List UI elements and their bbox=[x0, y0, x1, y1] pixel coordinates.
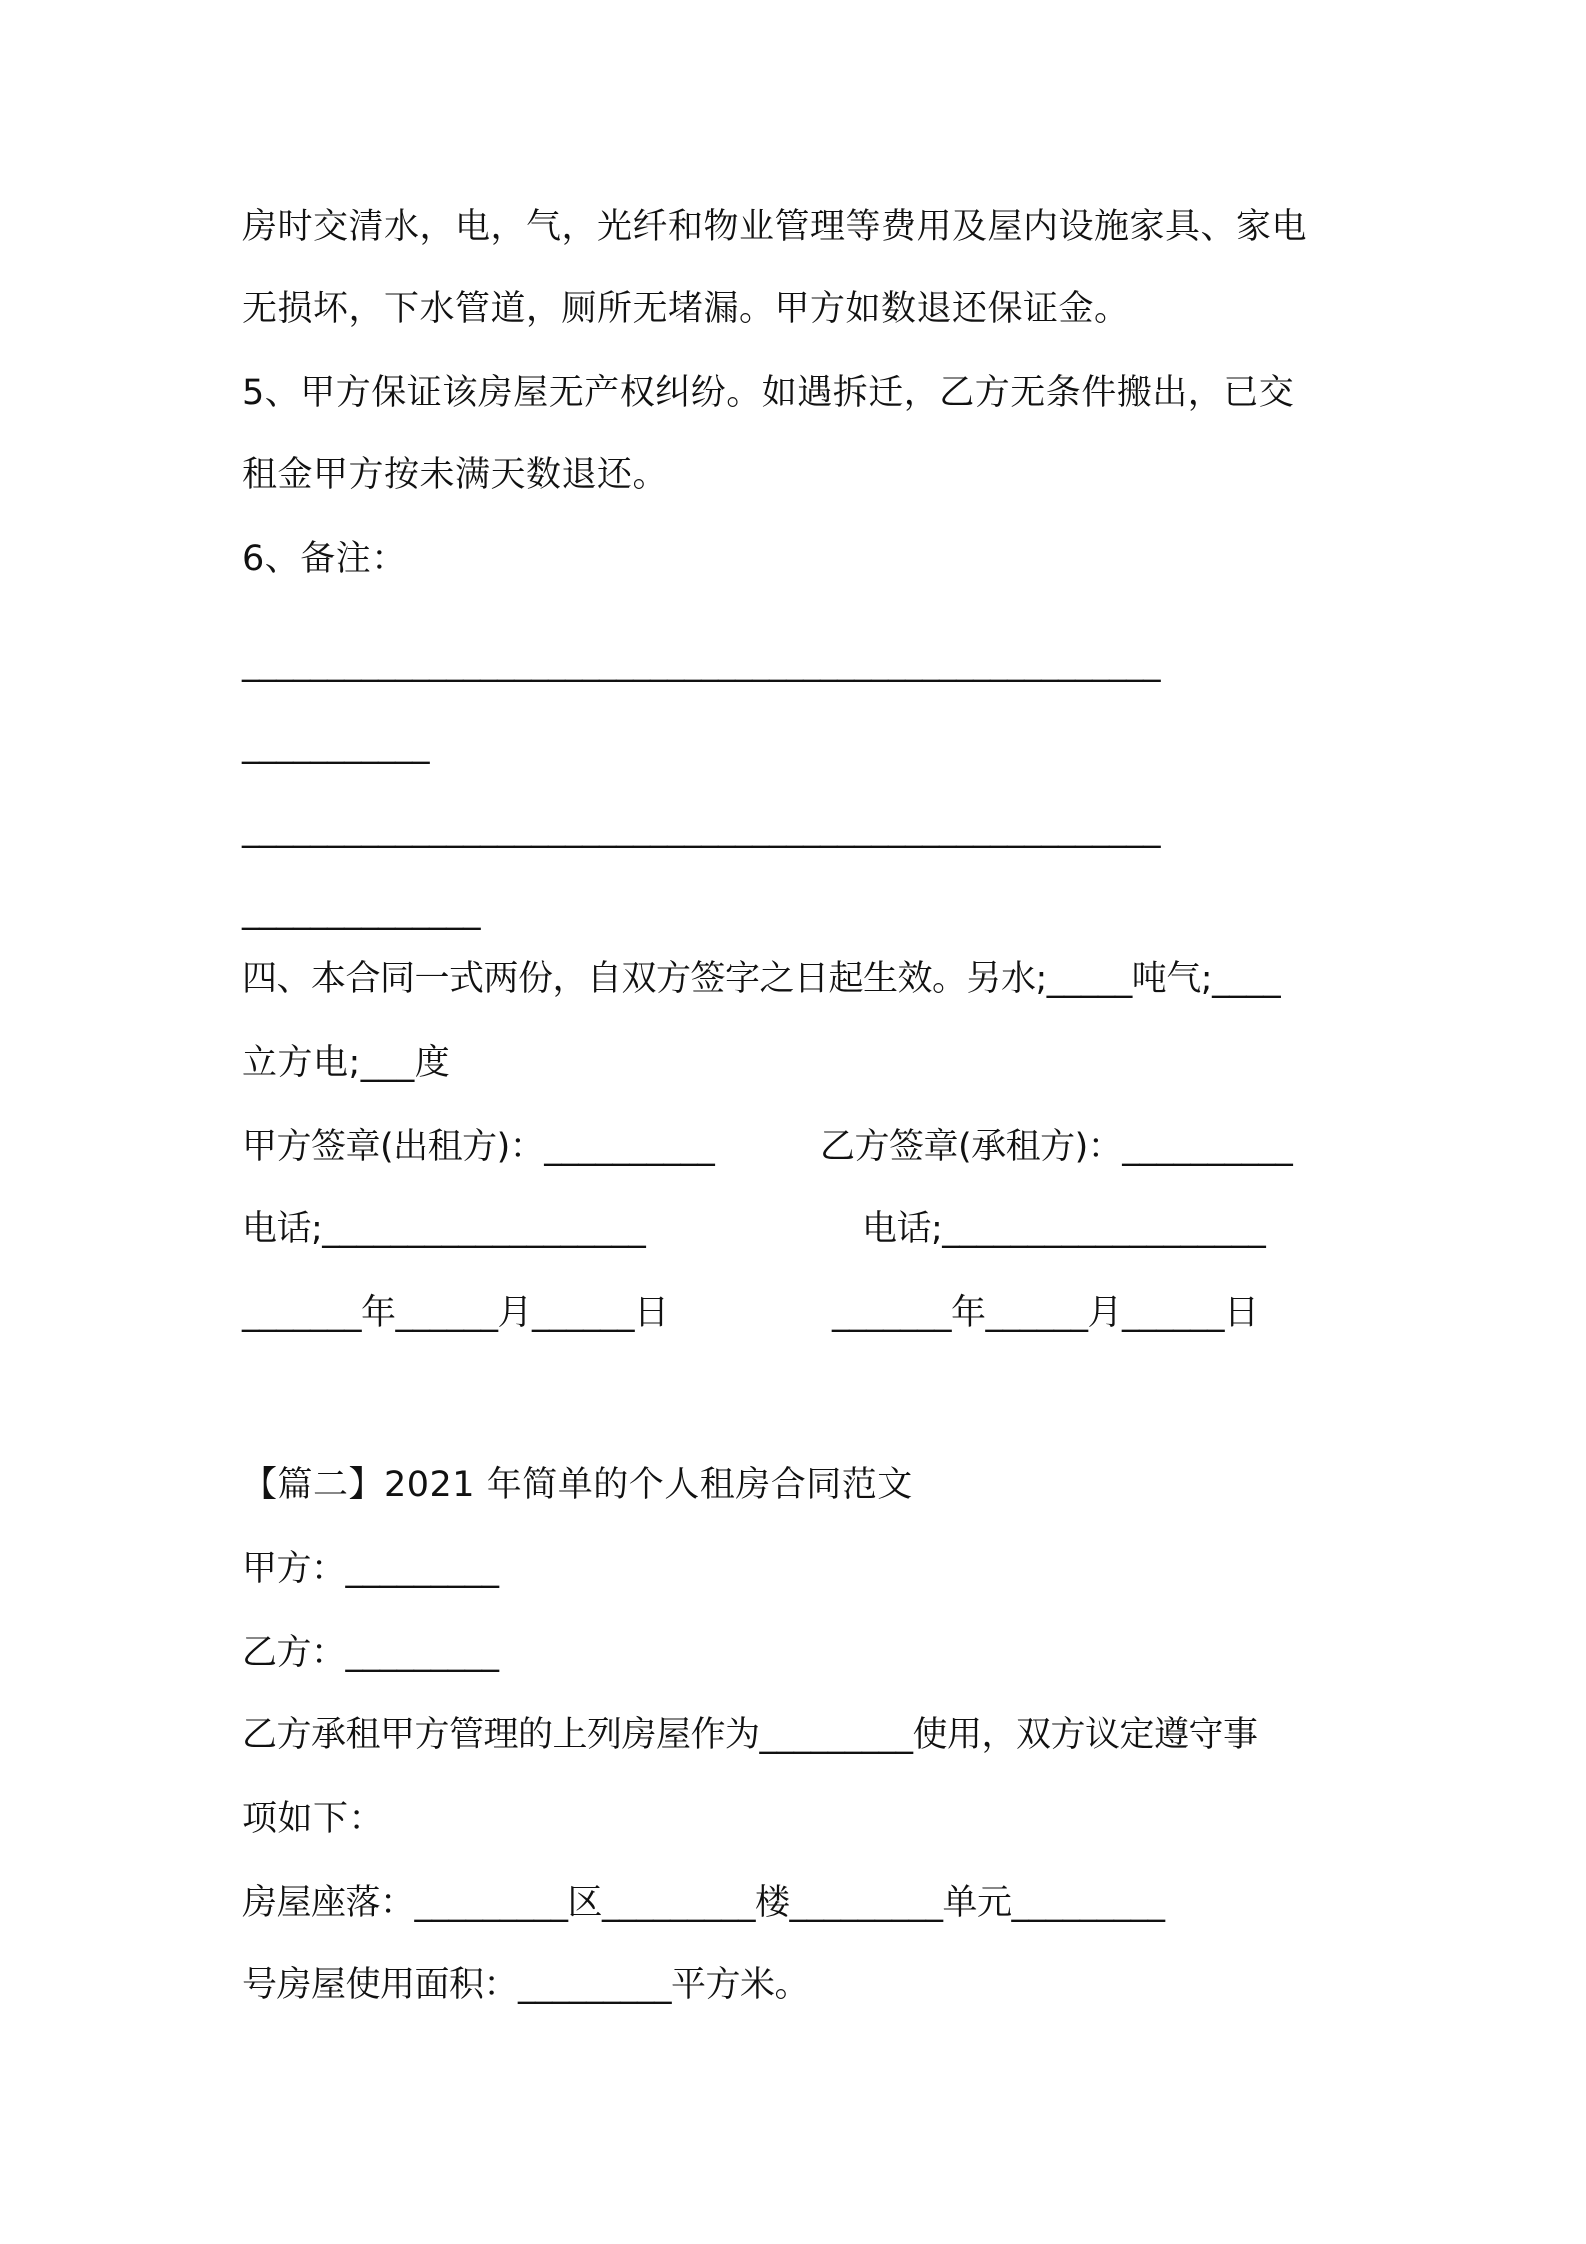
clause-6-remarks: 6、备注： bbox=[242, 539, 407, 579]
party-b-line: 乙方：_________ bbox=[242, 1633, 499, 1673]
property-location: 房屋座落：_________区_________楼_________单元_________ bbox=[242, 1883, 1165, 1923]
party-b-date: _______年______月______日 bbox=[832, 1293, 1259, 1333]
clause-5-line-2: 租金甲方按未满天数退还。 bbox=[242, 455, 669, 495]
body-line-1: 房时交清水，电，气，光纤和物业管理等费用及屋内设施家具、家电 bbox=[242, 207, 1308, 247]
remarks-blank-4: ______________ bbox=[242, 891, 480, 931]
body-line-2: 无损坏，下水管道，厕所无堵漏。甲方如数退还保证金。 bbox=[242, 289, 1130, 329]
clause-4-effective: 四、本合同一式两份，自双方签字之日起生效。另水;_____吨气;____ bbox=[242, 959, 1281, 999]
party-a-seal: 甲方签章(出租方)：__________ bbox=[242, 1127, 715, 1167]
remarks-blank-3: ______________________________________________________ bbox=[242, 809, 1160, 849]
party-a-phone: 电话;___________________ bbox=[242, 1209, 646, 1249]
section-2-title: 【篇二】2021 年简单的个人租房合同范文 bbox=[242, 1465, 913, 1505]
usage-line-2: 项如下： bbox=[242, 1799, 385, 1839]
clause-4-continued: 立方电;___度 bbox=[242, 1043, 451, 1083]
property-area: 号房屋使用面积：_________平方米。 bbox=[242, 1965, 810, 2005]
party-b-phone: 电话;___________________ bbox=[862, 1209, 1266, 1249]
remarks-blank-2: ___________ bbox=[242, 725, 429, 765]
clause-5-line-1: 5、甲方保证该房屋无产权纠纷。如遇拆迁，乙方无条件搬出，已交 bbox=[242, 373, 1295, 413]
usage-line-1: 乙方承租甲方管理的上列房屋作为_________使用，双方议定遵守事 bbox=[242, 1715, 1258, 1755]
remarks-blank-1: ______________________________________________________ bbox=[242, 643, 1160, 683]
party-a-line: 甲方：_________ bbox=[242, 1549, 499, 1589]
party-a-date: _______年______月______日 bbox=[242, 1293, 669, 1333]
party-b-seal: 乙方签章(承租方)：__________ bbox=[820, 1127, 1293, 1167]
